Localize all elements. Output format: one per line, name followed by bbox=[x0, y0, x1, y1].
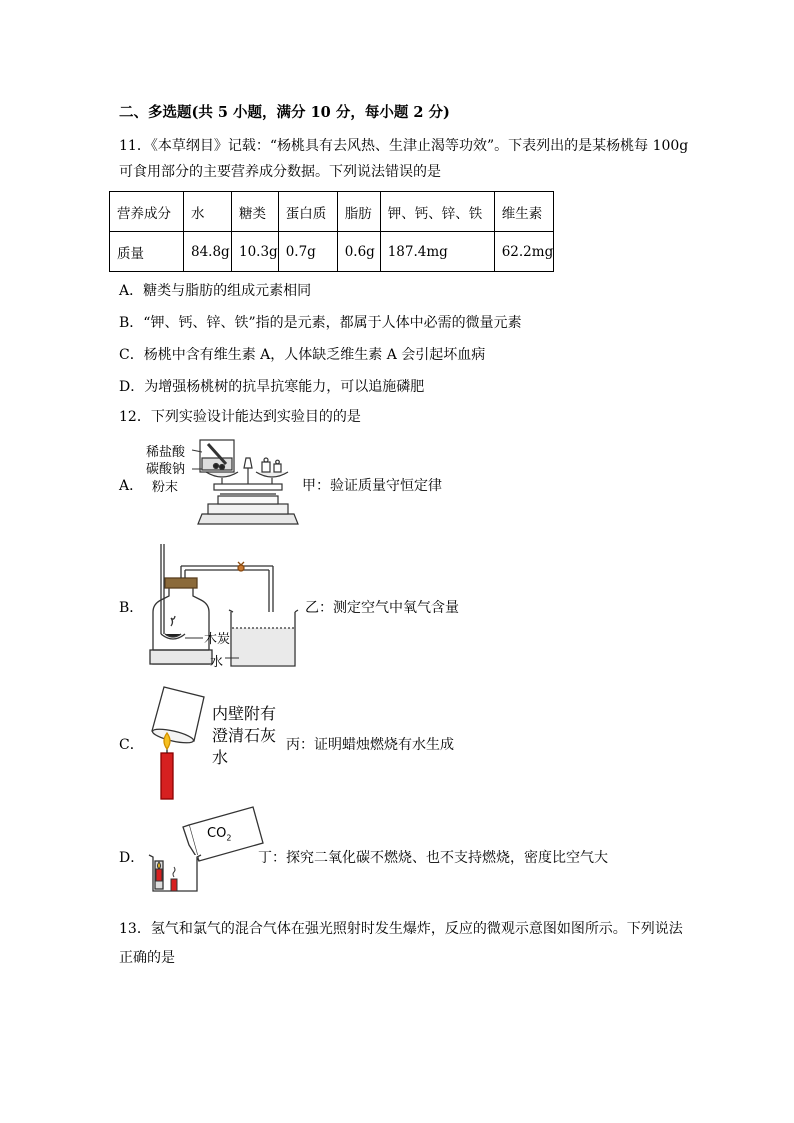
table-cell: 营养成分 bbox=[110, 192, 184, 232]
table-cell: 0.7g bbox=[278, 232, 337, 272]
table-cell: 蛋白质 bbox=[278, 192, 337, 232]
q13-stem-line2: 正确的是 bbox=[119, 950, 175, 966]
co2-candles-diagram bbox=[145, 805, 275, 895]
label-powder: 粉末 bbox=[152, 480, 179, 495]
table-cell: 187.4mg bbox=[380, 232, 494, 272]
q11-option-c: C．杨桃中含有维生素 A，人体缺乏维生素 A 会引起坏血病 bbox=[119, 347, 486, 363]
q12-option-b-letter: B． bbox=[119, 600, 144, 616]
table-row bbox=[110, 232, 554, 272]
table-cell: 62.2mg bbox=[494, 232, 554, 272]
section-title: 二、多选题(共 5 小题，满分 10 分，每小题 2 分) bbox=[119, 104, 450, 121]
table-cell: 质量 bbox=[110, 232, 184, 272]
table-cell: 钾、钙、锌、铁 bbox=[380, 192, 494, 232]
q11-option-b: B．“钾、钙、锌、铁”指的是元素，都属于人体中必需的微量元素 bbox=[119, 315, 522, 331]
q12-option-c-letter: C． bbox=[119, 737, 144, 753]
q12-option-b-caption: 乙：测定空气中氧气含量 bbox=[305, 600, 459, 616]
label-sodium-carbonate: 碳酸钠 bbox=[146, 462, 186, 477]
table-cell: 糖类 bbox=[232, 192, 279, 232]
table-cell: 水 bbox=[184, 192, 232, 232]
q11-stem-line2: 可食用部分的主要营养成分数据。下列说法错误的是 bbox=[119, 164, 441, 180]
q12-option-a-caption: 甲：验证质量守恒定律 bbox=[302, 478, 442, 494]
q12-stem: 12．下列实验设计能达到实验目的的是 bbox=[119, 409, 361, 425]
table-header-row bbox=[110, 192, 554, 232]
q11-option-a: A．糖类与脂肪的组成元素相同 bbox=[119, 283, 312, 299]
nutrition-table bbox=[109, 191, 554, 272]
label-dilute-hcl: 稀盐酸 bbox=[146, 445, 186, 460]
q12-option-c-caption: 丙：证明蜡烛燃烧有水生成 bbox=[286, 737, 454, 753]
q12-option-a-letter: A． bbox=[119, 478, 144, 494]
q11-option-d: D．为增强杨桃树的抗旱抗寒能力，可以追施磷肥 bbox=[119, 379, 425, 395]
label-limewater-line1: 内壁附有 bbox=[212, 704, 277, 723]
co2-text: CO bbox=[207, 826, 227, 841]
q12-option-d-letter: D． bbox=[119, 850, 145, 866]
label-water: 水 bbox=[210, 655, 224, 670]
label-limewater-line2: 澄清石灰 bbox=[212, 726, 277, 745]
q12-option-d-caption: 丁：探究二氧化碳不燃烧、也不支持燃烧，密度比空气大 bbox=[258, 850, 608, 866]
label-charcoal: 木炭 bbox=[204, 632, 231, 647]
co2-subscript: 2 bbox=[226, 833, 232, 843]
co2-bottle-label bbox=[207, 826, 231, 843]
q13-stem-line1: 13．氢气和氯气的混合气体在强光照射时发生爆炸，反应的微观示意图如图所示。下列说法 bbox=[119, 921, 683, 937]
table-cell: 84.8g bbox=[184, 232, 232, 272]
table-cell: 10.3g bbox=[232, 232, 279, 272]
table-cell: 0.6g bbox=[337, 232, 380, 272]
candle-beaker-diagram bbox=[142, 683, 212, 801]
table-cell: 脂肪 bbox=[337, 192, 380, 232]
table-cell: 维生素 bbox=[494, 192, 554, 232]
balance-diagram bbox=[190, 436, 305, 528]
oxygen-apparatus-diagram bbox=[145, 542, 305, 672]
label-limewater-line3: 水 bbox=[212, 748, 229, 767]
q11-stem-line1: 11．《本草纲目》记载：“杨桃具有去风热、生津止渴等功效”。下表列出的是某杨桃每 100g bbox=[119, 138, 689, 154]
